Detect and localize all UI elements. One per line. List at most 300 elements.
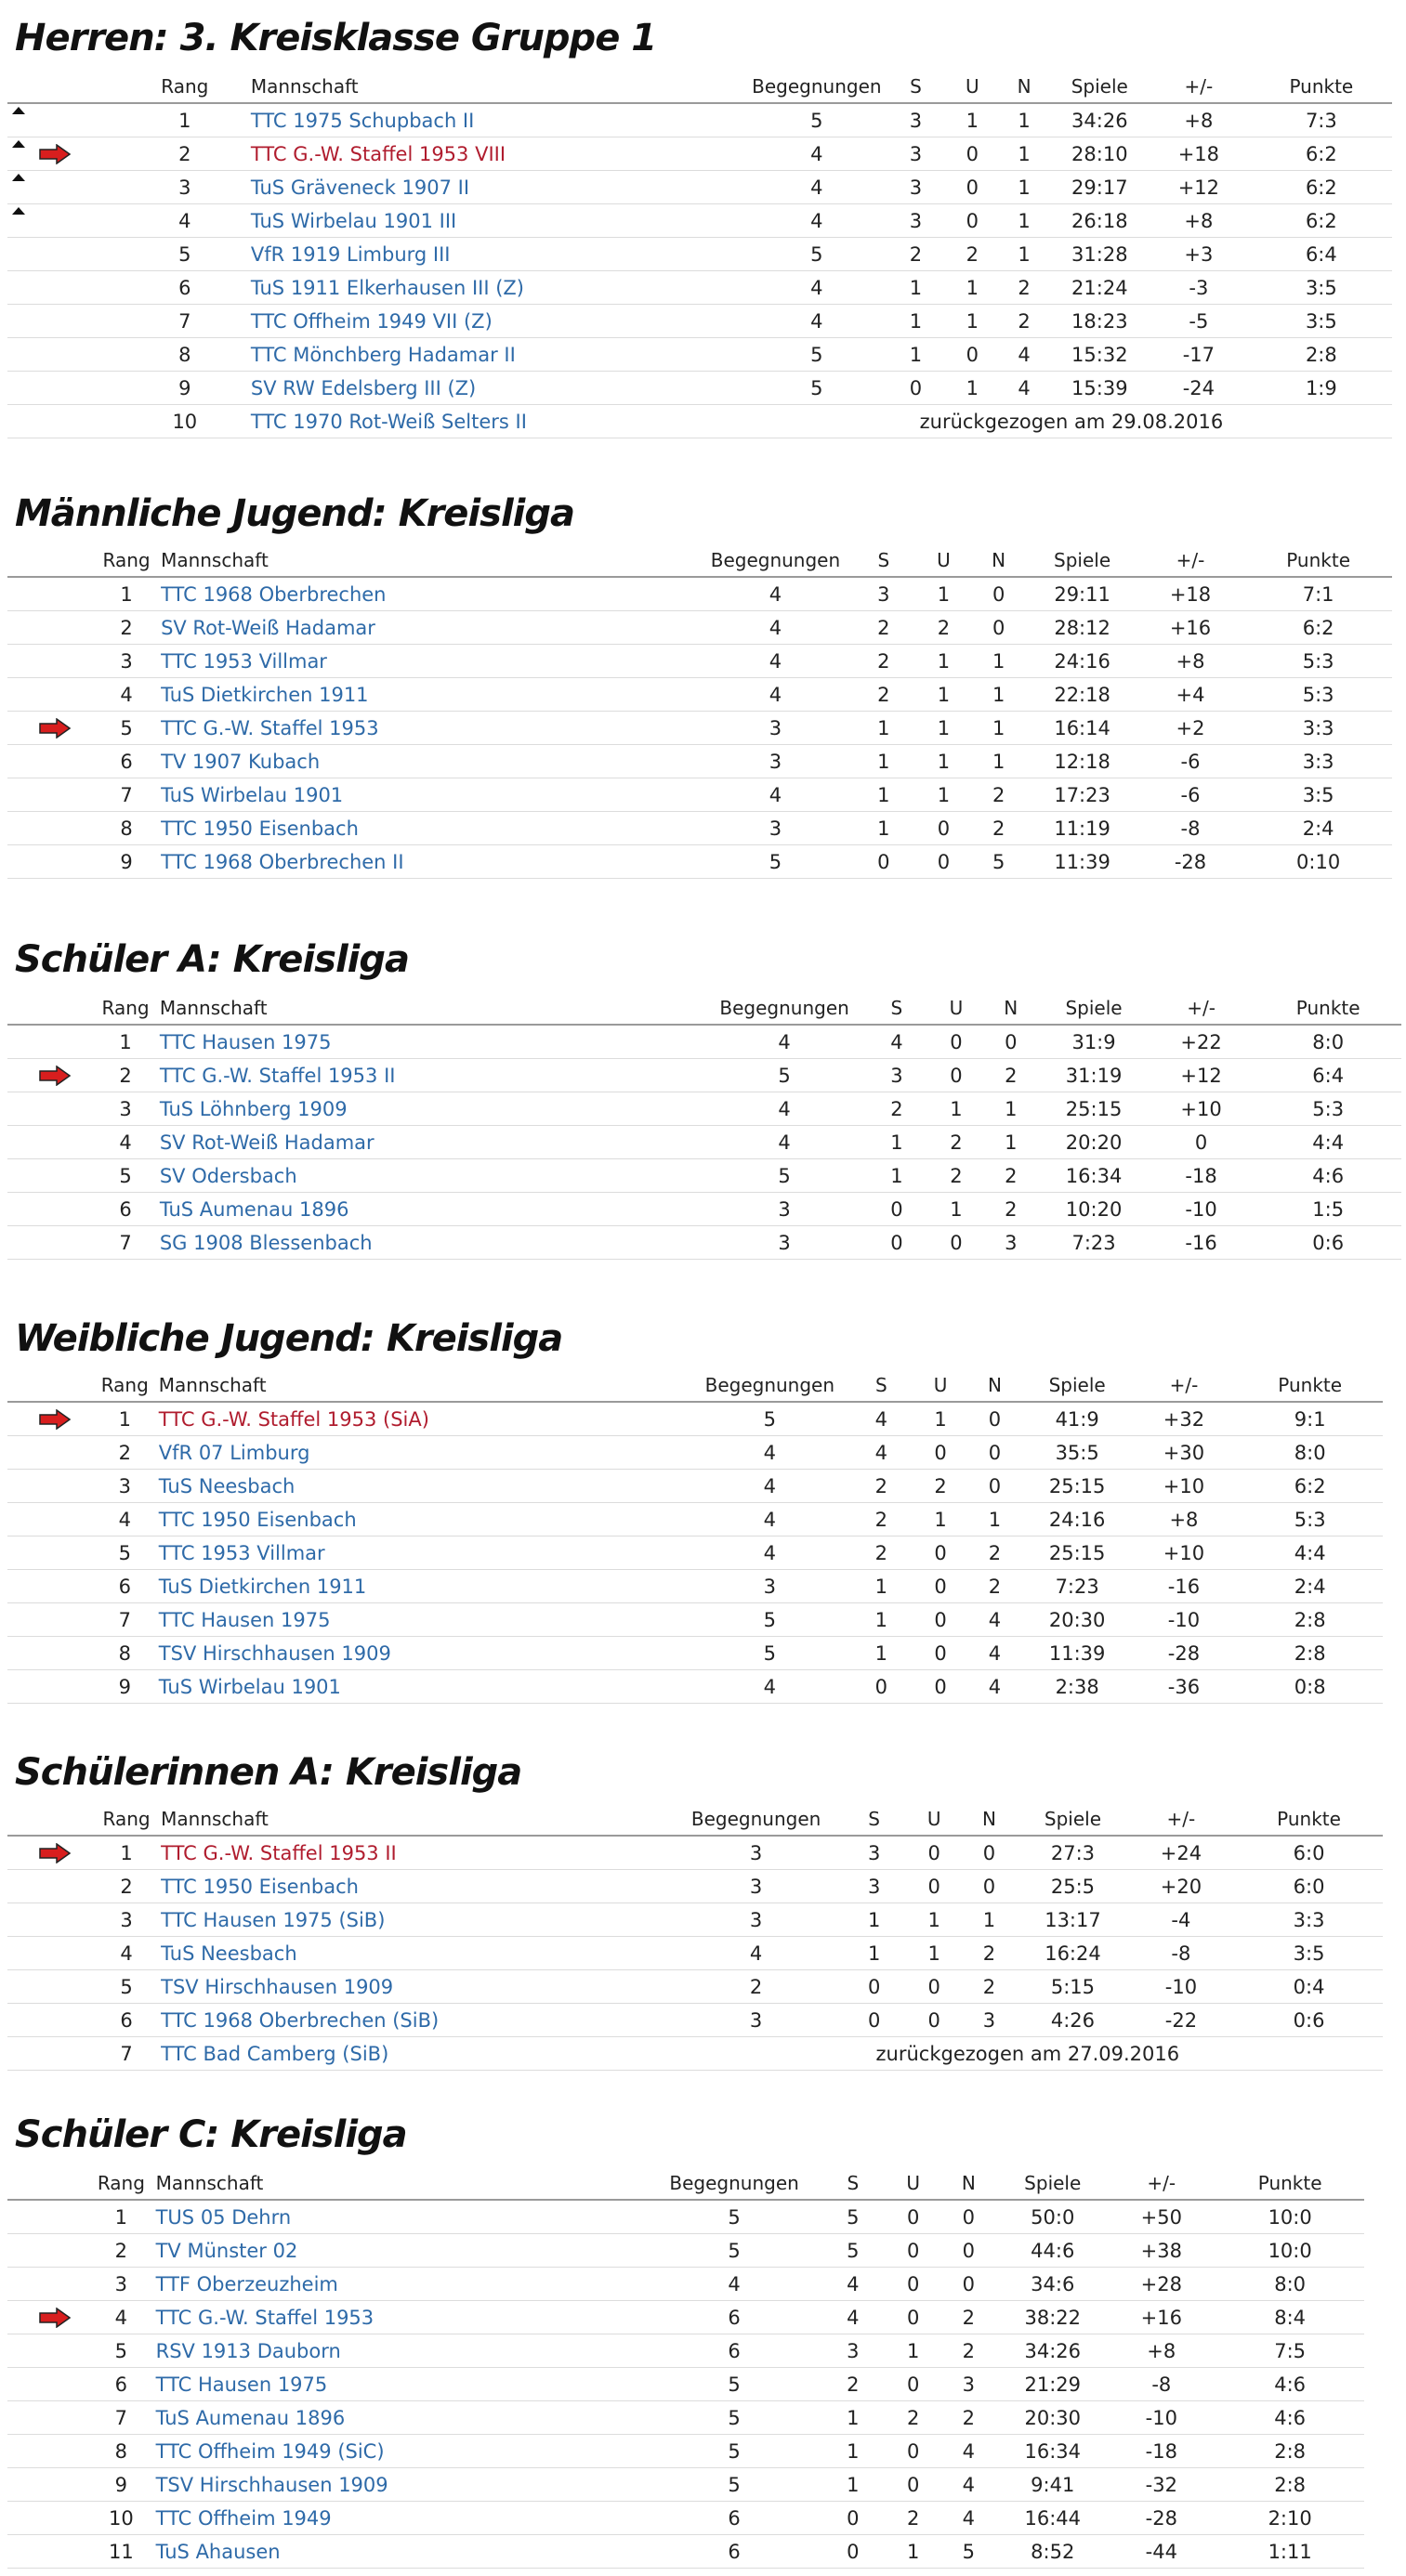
cell-u: 2 [887,2502,939,2535]
team-link[interactable]: SV RW Edelsberg III (Z) [251,372,751,405]
cell-spiele: 7:23 [1024,1570,1131,1603]
table-row [7,1637,1383,1670]
cell-begegnungen: 4 [673,1937,840,1970]
cell-u: 0 [915,1637,966,1670]
header-punkte: Punkte [1244,544,1392,577]
up-triangle-icon [11,139,26,149]
cell-diff: -24 [1147,372,1251,405]
header-row [7,1803,1383,1836]
cell-diff: -10 [1131,1603,1238,1637]
team-link[interactable]: TTC 1950 Eisenbach [159,1503,692,1536]
row-marker [7,405,119,438]
cell-begegnungen: 6 [650,2334,819,2368]
cell-begegnungen: 3 [692,1570,848,1603]
cell-s: 4 [848,1402,915,1436]
team-link[interactable]: TuS Löhnberg 1909 [160,1092,706,1126]
cell-s: 0 [819,2502,887,2535]
section-title: Schülerinnen A: Kreisliga [15,1751,522,1794]
cell-s: 3 [862,1059,931,1092]
cell-n: 4 [966,1603,1024,1637]
cell-rang: 5 [91,1536,159,1570]
cell-u: 0 [887,2200,939,2234]
cell-begegnungen: 4 [692,1470,848,1503]
cell-u: 0 [931,1226,982,1260]
cell-begegnungen: 5 [650,2234,819,2268]
cell-s: 0 [840,1970,909,2004]
table-row [7,778,1392,812]
cell-rang: 1 [86,2200,155,2234]
header-begegnungen: Begegnungen [751,71,883,103]
cell-rang: 6 [91,1570,159,1603]
cell-punkte: 6:2 [1251,204,1392,238]
cell-begegnungen: 4 [706,1126,862,1159]
table-row [7,1059,1401,1092]
cell-u: 0 [887,2301,939,2334]
cell-punkte: 6:2 [1244,611,1392,645]
cell-u: 0 [949,171,996,204]
team-link[interactable]: TTF Oberzeuzheim [156,2268,650,2301]
team-link[interactable]: SV Rot-Weiß Hadamar [160,1126,706,1159]
cell-s: 3 [883,204,949,238]
header-spiele: Spiele [1040,992,1148,1025]
cell-punkte: 3:5 [1251,271,1392,305]
cell-n: 4 [939,2435,998,2468]
team-link[interactable]: TuS 1911 Elkerhausen III (Z) [251,271,751,305]
cell-diff: +18 [1147,137,1251,171]
cell-punkte: 3:5 [1244,778,1392,812]
header-rang: Rang [92,544,161,577]
header-rang: Rang [92,1803,161,1836]
cell-u: 0 [915,1603,966,1637]
cell-s: 1 [849,745,918,778]
cell-diff: +4 [1137,678,1244,712]
cell-punkte: 8:0 [1237,1436,1383,1470]
red-right-arrow-icon [39,1066,71,1086]
cell-spiele: 11:19 [1028,812,1136,845]
cell-s: 2 [849,678,918,712]
team-link[interactable]: TTC 1970 Rot-Weiß Selters II [251,405,751,438]
table-row [7,271,1392,305]
cell-u: 0 [949,338,996,372]
cell-begegnungen: 5 [692,1603,848,1637]
cell-rang: 3 [92,645,161,678]
header-s: S [849,544,918,577]
team-link[interactable]: TTC 1975 Schupbach II [251,103,751,137]
cell-rang: 6 [92,2004,161,2037]
cell-begegnungen: 5 [650,2200,819,2234]
cell-punkte: 2:4 [1237,1570,1383,1603]
cell-spiele: 31:28 [1053,238,1147,271]
cell-spiele: 20:30 [1024,1603,1131,1637]
cell-diff: -16 [1131,1570,1238,1603]
cell-diff: +2 [1137,712,1244,745]
row-marker [7,712,92,745]
header-diff: +/- [1148,992,1255,1025]
table-row [7,1159,1401,1193]
cell-spiele: 11:39 [1028,845,1136,879]
team-link[interactable]: TTC 1953 Villmar [161,645,702,678]
cell-spiele: 18:23 [1053,305,1147,338]
cell-diff: -10 [1127,1970,1235,2004]
cell-rang: 6 [92,745,161,778]
cell-rang: 9 [119,372,251,405]
team-link[interactable]: TTC 1968 Oberbrechen [161,577,702,611]
cell-rang: 1 [91,1025,160,1059]
cell-begegnungen: 6 [650,2535,819,2569]
team-link[interactable]: TTC Hausen 1975 [156,2368,650,2401]
cell-begegnungen: 5 [751,238,883,271]
table-row [7,2004,1383,2037]
cell-spiele: 29:17 [1053,171,1147,204]
cell-u: 1 [949,103,996,137]
cell-u: 1 [918,577,969,611]
table-row [7,611,1392,645]
cell-diff: -6 [1137,778,1244,812]
table-row [7,2334,1364,2368]
table-row [7,678,1392,712]
header-marker [7,71,119,103]
cell-diff: -10 [1148,1193,1255,1226]
team-link[interactable]: TTC Hausen 1975 [159,1603,692,1637]
row-marker [7,2301,86,2334]
table-row [7,2468,1364,2502]
header-s: S [848,1369,915,1402]
cell-punkte: 5:3 [1237,1503,1383,1536]
team-link[interactable]: TTC Bad Camberg (SiB) [161,2037,673,2071]
table-row [7,2401,1364,2435]
team-link[interactable]: TuS Dietkirchen 1911 [161,678,702,712]
cell-rang: 7 [92,778,161,812]
cell-n: 0 [960,1836,1019,1870]
table-row [7,1503,1383,1536]
cell-begegnungen: 4 [692,1536,848,1570]
team-link[interactable]: TTC G.-W. Staffel 1953 [156,2301,650,2334]
cell-s: 1 [883,271,949,305]
table-row [7,2268,1364,2301]
cell-s: 2 [848,1536,915,1570]
header-u: U [915,1369,966,1402]
header-n: N [960,1803,1019,1836]
cell-spiele: 21:29 [998,2368,1107,2401]
row-marker [7,1470,91,1503]
cell-spiele: 34:26 [998,2334,1107,2368]
cell-diff: +20 [1127,1870,1235,1903]
team-link[interactable]: TSV Hirschhausen 1909 [156,2468,650,2502]
cell-begegnungen: 3 [702,712,849,745]
cell-n: 4 [966,1670,1024,1704]
team-link[interactable]: TTC Offheim 1949 VII (Z) [251,305,751,338]
header-mannschaft: Mannschaft [156,2167,650,2200]
cell-begegnungen: 6 [650,2301,819,2334]
team-link[interactable]: VfR 07 Limburg [159,1436,692,1470]
cell-n: 0 [960,1870,1019,1903]
cell-s: 3 [883,103,949,137]
team-link[interactable]: TUS 05 Dehrn [156,2200,650,2234]
header-row [7,544,1392,577]
team-link[interactable]: TuS Neesbach [161,1937,673,1970]
team-link[interactable]: TTC Offheim 1949 [156,2502,650,2535]
cell-punkte: 7:1 [1244,577,1392,611]
row-marker [7,1226,91,1260]
cell-rang: 7 [91,1603,159,1637]
table-row [7,372,1392,405]
table-row [7,712,1392,745]
cell-u: 1 [918,778,969,812]
cell-spiele: 27:3 [1018,1836,1126,1870]
cell-spiele: 31:9 [1040,1025,1148,1059]
cell-n: 2 [969,778,1028,812]
cell-begegnungen: 6 [650,2502,819,2535]
cell-s: 2 [883,238,949,271]
cell-begegnungen: 4 [706,1092,862,1126]
cell-n: 4 [996,372,1053,405]
cell-spiele: 22:18 [1028,678,1136,712]
cell-rang: 10 [119,405,251,438]
header-marker [7,2167,86,2200]
header-diff: +/- [1147,71,1251,103]
cell-rang: 3 [92,1903,161,1937]
table-row [7,171,1392,204]
cell-n: 2 [996,271,1053,305]
header-n: N [981,992,1040,1025]
cell-rang: 4 [119,204,251,238]
cell-diff: +10 [1131,1536,1238,1570]
cell-punkte: 4:6 [1215,2401,1364,2435]
header-punkte: Punkte [1235,1803,1383,1836]
header-begegnungen: Begegnungen [650,2167,819,2200]
cell-punkte: 4:6 [1215,2368,1364,2401]
cell-rang: 7 [86,2401,155,2435]
team-link[interactable]: TV Münster 02 [156,2234,650,2268]
header-spiele: Spiele [1024,1369,1131,1402]
team-link[interactable]: TTC Offheim 1949 (SiC) [156,2435,650,2468]
row-marker [7,1503,91,1536]
cell-s: 0 [848,1670,915,1704]
cell-u: 0 [909,1970,960,2004]
team-link[interactable]: VfR 1919 Limburg III [251,238,751,271]
cell-diff: +16 [1137,611,1244,645]
cell-u: 0 [931,1025,982,1059]
header-begegnungen: Begegnungen [692,1369,848,1402]
standings-table [7,1369,1383,1704]
cell-spiele: 16:34 [1040,1159,1148,1193]
cell-punkte: 3:3 [1235,1903,1383,1937]
team-link[interactable]: TTC G.-W. Staffel 1953 II [161,1836,673,1870]
table-row [7,1836,1383,1870]
cell-punkte: 0:4 [1235,1970,1383,2004]
header-begegnungen: Begegnungen [706,992,862,1025]
team-link[interactable]: TTC 1950 Eisenbach [161,1870,673,1903]
cell-diff: +8 [1131,1503,1238,1536]
cell-n: 4 [939,2468,998,2502]
team-link[interactable]: TuS Aumenau 1896 [156,2401,650,2435]
cell-rang: 2 [86,2234,155,2268]
row-marker [7,2037,92,2071]
cell-u: 1 [931,1193,982,1226]
cell-diff: +18 [1137,577,1244,611]
table-row [7,1126,1401,1159]
header-u: U [918,544,969,577]
header-mannschaft: Mannschaft [161,544,702,577]
team-link[interactable]: TSV Hirschhausen 1909 [159,1637,692,1670]
cell-spiele: 35:5 [1024,1436,1131,1470]
cell-punkte: 2:10 [1215,2502,1364,2535]
team-link[interactable]: TuS Neesbach [159,1470,692,1503]
cell-rang: 3 [91,1470,159,1503]
team-link[interactable]: TTC Hausen 1975 [160,1025,706,1059]
team-link[interactable]: TuS Dietkirchen 1911 [159,1570,692,1603]
team-link[interactable]: TTC 1968 Oberbrechen (SiB) [161,2004,673,2037]
cell-begegnungen: 5 [706,1059,862,1092]
cell-n: 1 [969,645,1028,678]
row-marker [7,204,119,238]
team-link[interactable]: SG 1908 Blessenbach [160,1226,706,1260]
team-link[interactable]: TuS Aumenau 1896 [160,1193,706,1226]
cell-spiele: 38:22 [998,2301,1107,2334]
row-marker [7,745,92,778]
team-link[interactable]: TTC G.-W. Staffel 1953 (SiA) [159,1402,692,1436]
cell-n: 4 [939,2502,998,2535]
cell-n: 0 [939,2234,998,2268]
cell-n: 0 [969,611,1028,645]
cell-u: 0 [918,812,969,845]
cell-s: 1 [848,1603,915,1637]
row-marker [7,2334,86,2368]
up-triangle-icon [11,173,26,182]
row-marker [7,2004,92,2037]
header-punkte: Punkte [1251,71,1392,103]
cell-begegnungen: 3 [673,1903,840,1937]
team-link[interactable]: RSV 1913 Dauborn [156,2334,650,2368]
row-marker [7,372,119,405]
cell-n: 0 [939,2268,998,2301]
cell-n: 1 [981,1092,1040,1126]
header-diff: +/- [1137,544,1244,577]
header-punkte: Punkte [1237,1369,1383,1402]
row-marker [7,171,119,204]
cell-n: 1 [996,137,1053,171]
row-marker [7,137,119,171]
team-link[interactable]: SV Rot-Weiß Hadamar [161,611,702,645]
cell-s: 0 [883,372,949,405]
cell-begegnungen: 2 [673,1970,840,2004]
table-row [7,1670,1383,1704]
cell-punkte: 0:6 [1255,1226,1401,1260]
cell-begegnungen: 5 [650,2435,819,2468]
cell-n: 1 [969,678,1028,712]
cell-punkte: 10:0 [1215,2234,1364,2268]
header-mannschaft: Mannschaft [251,71,751,103]
cell-punkte: 2:4 [1244,812,1392,845]
cell-diff: +38 [1107,2234,1215,2268]
cell-s: 1 [840,1903,909,1937]
cell-s: 1 [849,812,918,845]
team-link[interactable]: TV 1907 Kubach [161,745,702,778]
cell-spiele: 50:0 [998,2200,1107,2234]
row-marker [7,238,119,271]
cell-spiele: 12:18 [1028,745,1136,778]
cell-spiele: 4:26 [1018,2004,1126,2037]
cell-diff: +10 [1131,1470,1238,1503]
row-marker [7,1059,91,1092]
team-link[interactable]: TTC Mönchberg Hadamar II [251,338,751,372]
team-link[interactable]: TTC 1950 Eisenbach [161,812,702,845]
table-row [7,1226,1401,1260]
team-link[interactable]: TTC G.-W. Staffel 1953 II [160,1059,706,1092]
cell-rang: 2 [119,137,251,171]
team-link[interactable]: TTC Hausen 1975 (SiB) [161,1903,673,1937]
cell-begegnungen: 4 [702,645,849,678]
team-link[interactable]: TuS Gräveneck 1907 II [251,171,751,204]
header-rang: Rang [91,1369,159,1402]
team-link[interactable]: TTC 1968 Oberbrechen II [161,845,702,879]
header-u: U [887,2167,939,2200]
team-link[interactable]: SV Odersbach [160,1159,706,1193]
cell-punkte: 1:9 [1251,372,1392,405]
cell-begegnungen: 3 [702,812,849,845]
table-row [7,645,1392,678]
cell-u: 2 [931,1126,982,1159]
cell-n: 1 [996,171,1053,204]
team-link[interactable]: TSV Hirschhausen 1909 [161,1970,673,2004]
cell-diff: -17 [1147,338,1251,372]
cell-diff: -18 [1148,1159,1255,1193]
team-link[interactable]: TTC 1953 Villmar [159,1536,692,1570]
table-row [7,204,1392,238]
cell-s: 1 [849,712,918,745]
cell-s: 2 [849,645,918,678]
team-link[interactable]: TuS Wirbelau 1901 [159,1670,692,1704]
cell-punkte: 2:8 [1251,338,1392,372]
cell-rang: 4 [92,678,161,712]
header-n: N [939,2167,998,2200]
cell-spiele: 7:23 [1040,1226,1148,1260]
cell-spiele: 34:6 [998,2268,1107,2301]
cell-u: 1 [931,1092,982,1126]
table-row [7,2037,1383,2071]
cell-spiele: 11:39 [1024,1637,1131,1670]
cell-begegnungen: 4 [650,2268,819,2301]
team-link[interactable]: TuS Ahausen [156,2535,650,2569]
cell-s: 1 [883,338,949,372]
cell-spiele: 25:5 [1018,1870,1126,1903]
cell-spiele: 5:15 [1018,1970,1126,2004]
cell-spiele: 25:15 [1024,1536,1131,1570]
cell-spiele: 17:23 [1028,778,1136,812]
cell-n: 1 [981,1126,1040,1159]
cell-n: 3 [960,2004,1019,2037]
cell-begegnungen: 4 [692,1436,848,1470]
cell-s: 5 [819,2200,887,2234]
cell-s: 4 [819,2301,887,2334]
cell-begegnungen: 5 [692,1402,848,1436]
header-spiele: Spiele [1053,71,1147,103]
red-right-arrow-icon [39,718,71,739]
cell-diff: +22 [1148,1025,1255,1059]
up-triangle-icon [11,106,26,115]
cell-diff: -8 [1107,2368,1215,2401]
standings-table [7,71,1392,438]
header-n: N [969,544,1028,577]
cell-spiele: 25:15 [1040,1092,1148,1126]
team-link[interactable]: TTC G.-W. Staffel 1953 [161,712,702,745]
team-link[interactable]: TTC G.-W. Staffel 1953 VIII [251,137,751,171]
team-link[interactable]: TuS Wirbelau 1901 [161,778,702,812]
cell-rang: 4 [91,1503,159,1536]
team-link[interactable]: TuS Wirbelau 1901 III [251,204,751,238]
cell-punkte: 2:8 [1215,2468,1364,2502]
row-marker [7,812,92,845]
